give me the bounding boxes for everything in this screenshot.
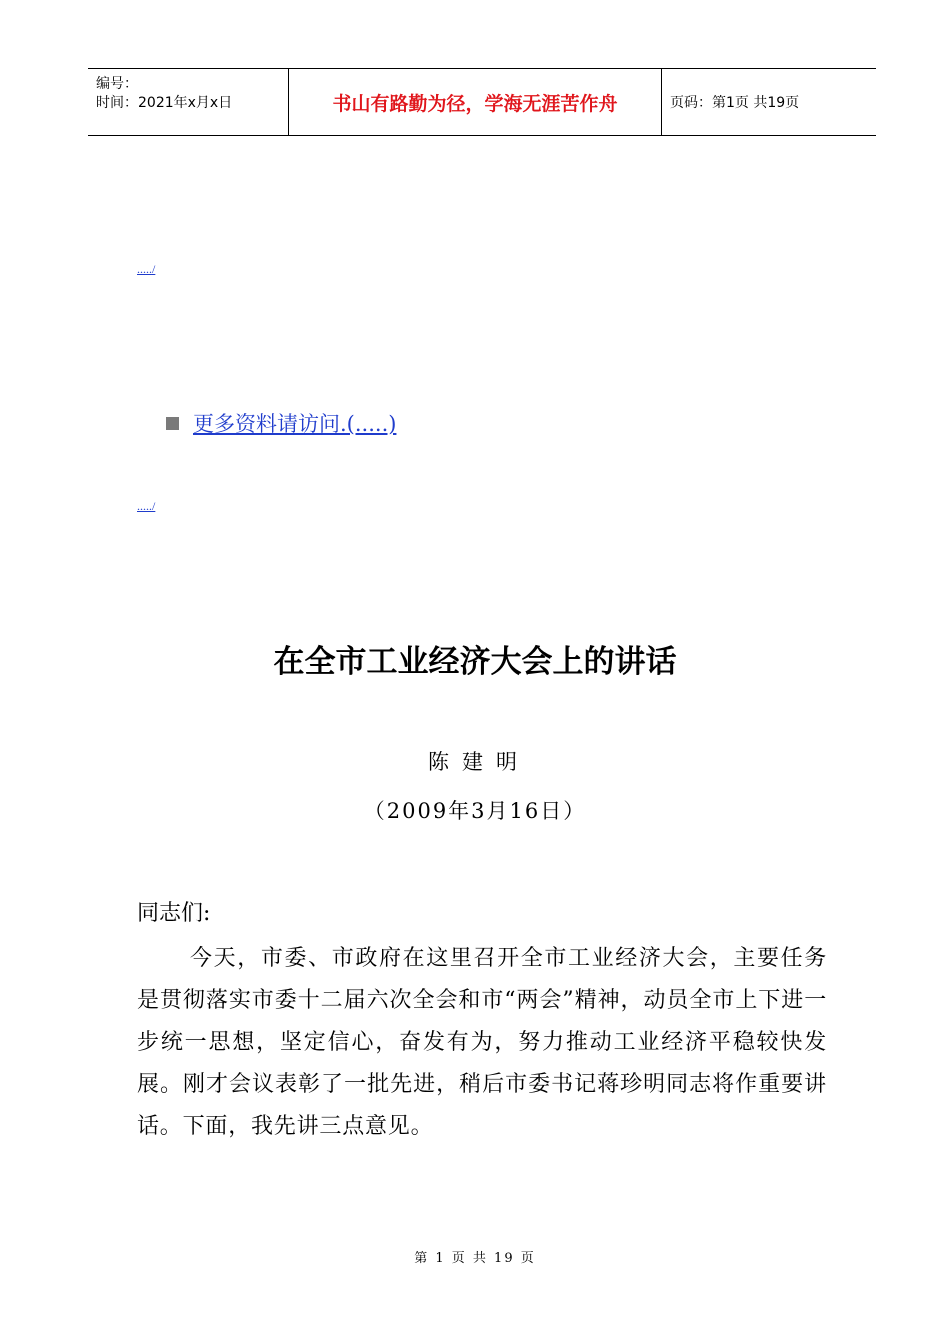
more-info-line bbox=[166, 408, 396, 438]
document-title: 在全市工业经济大会上的讲话 bbox=[273, 644, 677, 680]
header-meta-cell bbox=[88, 69, 288, 135]
top-small-link[interactable]: ...../ bbox=[137, 262, 156, 276]
number-label: 编号： bbox=[96, 76, 138, 92]
header-motto: 书山有路勤为径，学海无涯苦作舟 bbox=[288, 69, 662, 135]
salutation: 同志们: bbox=[137, 901, 211, 926]
more-info-link[interactable]: 更多资料请访问.(.....) bbox=[193, 412, 397, 436]
square-bullet-icon bbox=[166, 417, 179, 430]
header-page-info: 页码：第1页 共19页 bbox=[670, 95, 800, 111]
author-name: 陈建明 bbox=[428, 750, 530, 774]
time-label: 时间：2021年x月x日 bbox=[96, 95, 233, 111]
header-table bbox=[88, 68, 876, 136]
body-paragraph: 今天，市委、市政府在这里召开全市工业经济大会，主要任务是贯彻落实市委十二届六次全会和市“两会”精神，动员全市上下进一步统一思想，坚定信心，奋发有为，努力推动工业经济平稳较快发展。刚才会议表彰了一批先进，稍后市委书记蒋珍明同志将作重要讲话。下面，我先讲三点意见。 bbox=[137, 946, 827, 1139]
speech-date: （2009年3月16日） bbox=[363, 799, 587, 823]
page-footer: 第 1 页 共 19 页 bbox=[414, 1251, 536, 1266]
bottom-small-link[interactable]: ...../ bbox=[137, 499, 156, 513]
